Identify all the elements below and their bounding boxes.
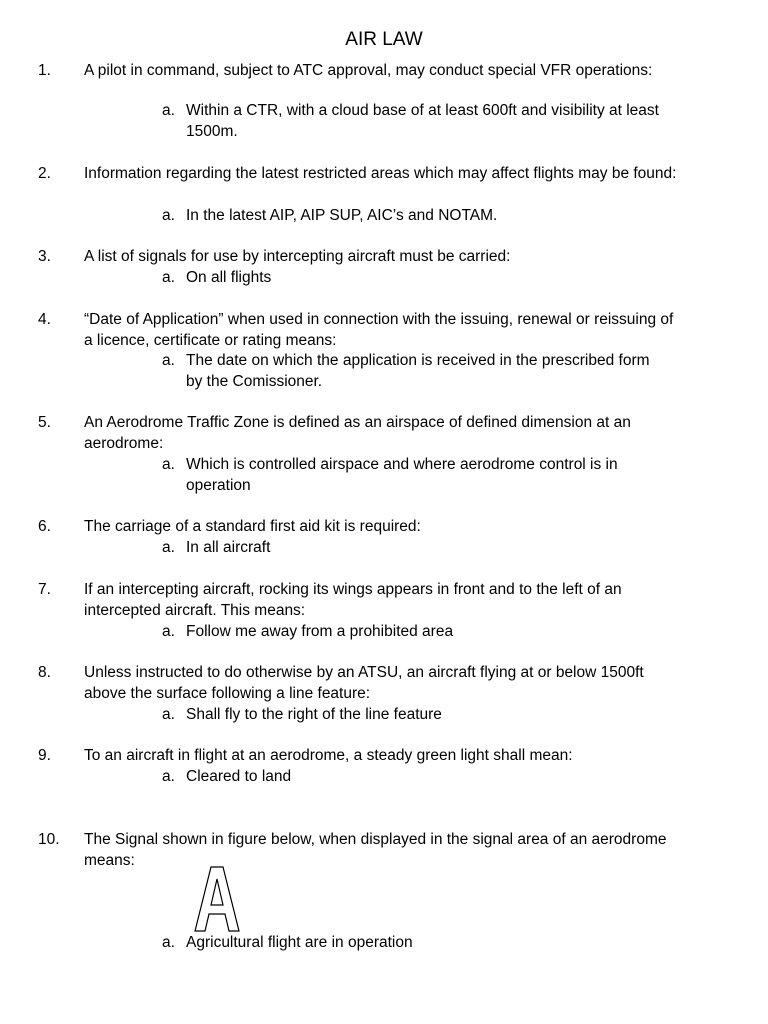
question-number: 1. <box>38 62 51 79</box>
question-number: 2. <box>38 165 51 182</box>
answer-text: Agricultural flight are in operation <box>186 934 413 951</box>
question-text: Information regarding the latest restricted areas which may affect flights may be found: <box>84 165 677 182</box>
question-number: 6. <box>38 518 51 535</box>
answer-text: In all aircraft <box>186 539 271 556</box>
question-number: 4. <box>38 311 51 328</box>
page-title: AIR LAW <box>345 29 423 50</box>
answer-letter: a. <box>162 456 175 473</box>
signal-letter-a-figure <box>194 866 240 932</box>
question-number: 7. <box>38 581 51 598</box>
answer-text: In the latest AIP, AIP SUP, AIC’s and NOTAM. <box>186 207 498 224</box>
answer-text: The date on which the application is received in the prescribed form by the Comissioner. <box>186 352 650 390</box>
question-number: 8. <box>38 664 51 681</box>
answer-letter: a. <box>162 934 175 951</box>
answer-letter: a. <box>162 539 175 556</box>
answer-text: Cleared to land <box>186 768 292 785</box>
answer-letter: a. <box>162 269 175 286</box>
answer-text: Within a CTR, with a cloud base of at least 600ft and visibility at least 1500m. <box>186 102 659 140</box>
question-text: An Aerodrome Traffic Zone is defined as an airspace of defined dimension at an aerodrome: <box>84 414 631 452</box>
answer-text: Shall fly to the right of the line feature <box>186 706 442 723</box>
answer-text: On all flights <box>186 269 272 286</box>
answer-letter: a. <box>162 352 175 369</box>
question-text: The carriage of a standard first aid kit is required: <box>84 518 421 535</box>
question-text: “Date of Application” when used in connection with the issuing, renewal or reissuing of a licence, certificate or rating means: <box>84 311 674 349</box>
question-text: To an aircraft in flight at an aerodrome, a steady green light shall mean: <box>84 747 573 764</box>
answer-text: Follow me away from a prohibited area <box>186 623 454 640</box>
answer-letter: a. <box>162 768 175 785</box>
answer-letter: a. <box>162 706 175 723</box>
question-text: A list of signals for use by intercepting aircraft must be carried: <box>84 248 511 265</box>
question-text: The Signal shown in figure below, when displayed in the signal area of an aerodrome means: <box>84 831 667 869</box>
answer-letter: a. <box>162 207 175 224</box>
answer-text: Which is controlled airspace and where aerodrome control is in operation <box>186 456 618 494</box>
question-number: 5. <box>38 414 51 431</box>
answer-letter: a. <box>162 623 175 640</box>
question-text: A pilot in command, subject to ATC approval, may conduct special VFR operations: <box>84 62 653 79</box>
question-number: 10. <box>38 831 60 848</box>
question-number: 3. <box>38 248 51 265</box>
question-number: 9. <box>38 747 51 764</box>
question-text: Unless instructed to do otherwise by an ATSU, an aircraft flying at or below 1500ft above the surface following a line feature: <box>84 664 644 702</box>
question-text: If an intercepting aircraft, rocking its wings appears in front and to the left of an intercepted aircraft. This means: <box>84 581 622 619</box>
answer-letter: a. <box>162 102 175 119</box>
